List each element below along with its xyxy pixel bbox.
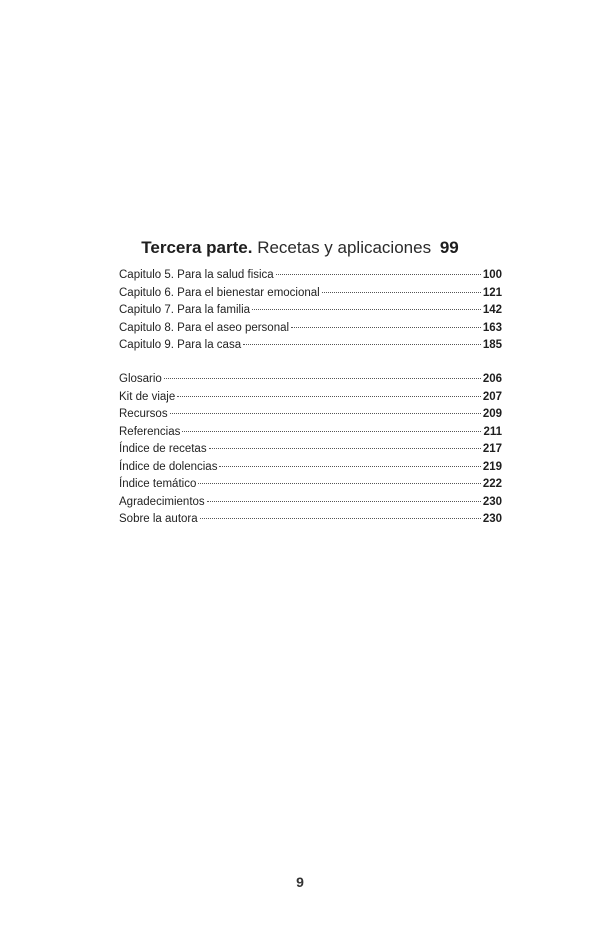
- dot-leader: [291, 327, 481, 328]
- toc-entry[interactable]: [119, 389, 502, 407]
- toc-entry-title: Referencias: [119, 425, 181, 438]
- toc-entry-page: 217: [482, 443, 502, 455]
- toc-entry-page: 206: [482, 373, 502, 385]
- dot-leader: [276, 274, 481, 275]
- toc-entry-page: 209: [482, 408, 502, 420]
- toc-entry[interactable]: [119, 285, 502, 303]
- toc-entry-page: 163: [482, 321, 502, 334]
- toc-entry-title: Kit de viaje: [119, 390, 176, 403]
- section-heading: [0, 238, 600, 258]
- toc-entry-page: 185: [482, 339, 502, 351]
- toc-entry[interactable]: [119, 476, 502, 494]
- toc-entry[interactable]: [119, 511, 502, 529]
- toc-entry-page: 207: [482, 390, 502, 403]
- page-number: 9: [296, 874, 304, 890]
- chapter-list: [119, 267, 502, 355]
- toc-entry-page: 142: [482, 304, 502, 316]
- toc-entry-title: Capitulo 8. Para el aseo personal: [119, 321, 290, 334]
- toc-entry[interactable]: [119, 337, 502, 355]
- toc-entry-title: Capitulo 9. Para la casa: [119, 339, 242, 351]
- toc-entry-title: Capitulo 5. Para la salud fisica: [119, 269, 274, 281]
- toc-entry-page: 121: [482, 286, 502, 299]
- dot-leader: [198, 483, 480, 484]
- dot-leader: [322, 292, 481, 293]
- toc-entry-title: Recursos: [119, 408, 168, 420]
- appendix-list: [119, 371, 502, 529]
- dot-leader: [219, 466, 480, 467]
- dot-leader: [164, 378, 481, 379]
- toc-entry-title: Glosario: [119, 373, 162, 385]
- toc-entry[interactable]: [119, 371, 502, 389]
- dot-leader: [207, 501, 481, 502]
- part-page-number: 99: [439, 238, 459, 257]
- part-label: Tercera parte.: [141, 238, 253, 257]
- toc-entry-page: 230: [482, 513, 502, 525]
- dot-leader: [182, 431, 481, 432]
- dot-leader: [177, 396, 481, 397]
- dot-leader: [252, 309, 481, 310]
- dot-leader: [243, 344, 481, 345]
- toc-entry[interactable]: [119, 267, 502, 285]
- toc-entry-title: Sobre la autora: [119, 513, 198, 525]
- dot-leader: [209, 448, 481, 449]
- toc-entry-page: 211: [483, 425, 502, 438]
- toc-entry[interactable]: [119, 494, 502, 512]
- toc-entry[interactable]: [119, 459, 502, 477]
- toc-entry[interactable]: [119, 320, 502, 338]
- toc-entry-title: Agradecimientos: [119, 495, 205, 508]
- toc-entry-title: Índice de dolencias: [119, 460, 218, 473]
- toc-entry[interactable]: [119, 302, 502, 320]
- toc-entry-page: 100: [482, 269, 502, 281]
- toc-entry[interactable]: [119, 441, 502, 459]
- dot-leader: [170, 413, 481, 414]
- toc-entry-page: 219: [482, 460, 502, 473]
- toc-entry[interactable]: [119, 424, 502, 442]
- dot-leader: [200, 518, 481, 519]
- toc-entry-page: 222: [482, 478, 502, 490]
- toc-entry-page: 230: [482, 495, 502, 508]
- toc-entry-title: Índice temático: [119, 478, 197, 490]
- toc-entry-title: Índice de recetas: [119, 443, 207, 455]
- toc-entry[interactable]: [119, 406, 502, 424]
- toc-entry-title: Capitulo 7. Para la familia: [119, 304, 251, 316]
- part-title: Recetas y aplicaciones: [257, 238, 432, 257]
- toc-entry-title: Capitulo 6. Para el bienestar emocional: [119, 286, 320, 299]
